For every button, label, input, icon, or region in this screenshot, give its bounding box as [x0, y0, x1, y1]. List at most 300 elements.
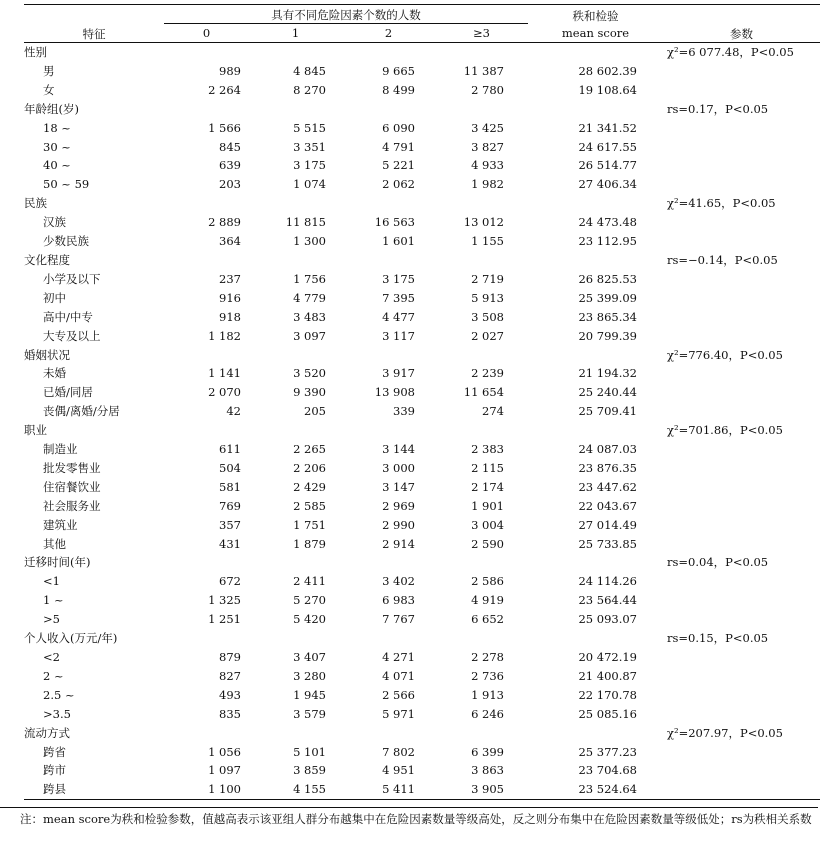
empty-cell [342, 553, 435, 572]
table-row [24, 156, 820, 175]
empty-cell [342, 346, 435, 365]
table-row [24, 62, 820, 81]
mean-score-cell: 24 617.55 [578, 139, 637, 154]
count-cell-1: 9 390 [293, 385, 326, 400]
table-row [24, 308, 820, 327]
row-label: 1 ~ [43, 593, 64, 608]
count-cell-3: 2 027 [471, 328, 504, 343]
empty-cell [663, 175, 820, 194]
mean-score-cell: 24 087.03 [578, 442, 637, 457]
empty-cell [663, 383, 820, 402]
count-cell-0: 879 [219, 650, 241, 664]
table-row [24, 686, 820, 705]
mean-score-cell: 26 825.53 [578, 271, 637, 286]
count-cell-0: 493 [219, 687, 241, 702]
section-title: 性别 [24, 45, 47, 59]
section-title: 婚姻状况 [24, 347, 70, 362]
count-cell-1: 1 300 [293, 234, 326, 249]
count-cell-0: 237 [219, 271, 241, 286]
count-cell-1: 4 155 [249, 780, 342, 799]
table-row [24, 591, 820, 610]
row-label: 大专及以上 [43, 328, 101, 343]
mean-score-cell: 26 514.77 [578, 158, 637, 173]
table-row [24, 516, 820, 535]
count-cell-2: 2 914 [382, 536, 415, 551]
count-cell-3: 6 246 [471, 706, 504, 721]
count-cell-2: 4 791 [382, 139, 415, 154]
count-cell-0: 1 056 [208, 744, 241, 759]
data-table [24, 4, 820, 800]
row-label: >3.5 [43, 706, 71, 721]
mean-score-cell: 25 399.09 [578, 290, 637, 305]
empty-cell [663, 327, 820, 346]
empty-cell [663, 516, 820, 535]
section-param: χ²=41.65，P<0.05 [667, 196, 776, 211]
count-cell-0: 918 [219, 309, 241, 324]
count-cell-2: 2 969 [382, 498, 415, 513]
empty-cell [528, 553, 663, 572]
section-title: 流动方式 [24, 725, 70, 740]
mean-score-cell: 20 799.39 [578, 328, 637, 343]
empty-cell [663, 743, 820, 762]
count-cell-1: 5 101 [293, 744, 326, 759]
mean-score-cell: 25 093.07 [578, 612, 637, 627]
count-cell-0: 364 [219, 234, 241, 249]
row-label: 30 ~ [43, 139, 71, 154]
empty-cell [663, 364, 820, 383]
empty-cell [663, 497, 820, 516]
empty-cell [342, 251, 435, 270]
mean-score-cell: 21 400.87 [578, 668, 637, 683]
count-cell-1: 3 579 [293, 706, 326, 721]
mean-score-cell: 23 524.64 [528, 780, 663, 799]
count-cell-1: 2 265 [293, 442, 326, 457]
header-rank-test: 秩和检验 [528, 5, 663, 24]
count-cell-3: 2 736 [471, 668, 504, 683]
count-cell-0: 1 097 [208, 763, 241, 778]
count-cell-2: 8 499 [382, 82, 415, 97]
empty-cell [249, 346, 342, 365]
empty-cell [435, 43, 528, 62]
empty-cell [435, 100, 528, 119]
count-cell-3: 2 174 [471, 479, 504, 494]
count-cell-0: 835 [219, 706, 241, 721]
count-cell-3: 2 383 [471, 442, 504, 457]
row-label: 高中/中专 [43, 309, 93, 324]
table-row [24, 232, 820, 251]
mean-score-cell: 25 085.16 [578, 706, 637, 721]
table-row [24, 364, 820, 383]
empty-cell [435, 724, 528, 743]
count-cell-3: 2 115 [471, 460, 504, 475]
empty-cell [435, 553, 528, 572]
count-cell-0: 1 100 [164, 780, 249, 799]
table-row [24, 383, 820, 402]
empty-cell [528, 346, 663, 365]
empty-cell [342, 43, 435, 62]
empty-cell [663, 402, 820, 421]
section-title: 个人收入(万元/年) [24, 631, 118, 646]
row-label: 男 [43, 63, 55, 78]
empty-cell [164, 346, 249, 365]
table-note [0, 807, 818, 828]
count-cell-3: 2 780 [471, 82, 504, 97]
section-param: rs=0.17，P<0.05 [667, 101, 769, 116]
count-cell-3: 2 590 [471, 536, 504, 551]
count-cell-3: 3 827 [471, 139, 504, 154]
section-title: 职业 [24, 423, 47, 438]
section-title: 民族 [24, 196, 47, 211]
count-cell-3: 2 586 [471, 574, 504, 589]
header-group-title-text: 具有不同危险因素个数的人数 [271, 8, 421, 22]
count-cell-0: 639 [219, 158, 241, 173]
empty-cell [663, 459, 820, 478]
empty-cell [528, 43, 663, 62]
empty-cell [528, 251, 663, 270]
table-row [24, 402, 820, 421]
count-cell-3: 2 278 [471, 650, 504, 664]
empty-cell [528, 629, 663, 648]
mean-score-cell: 21 194.32 [578, 366, 637, 381]
count-cell-1: 4 845 [293, 63, 326, 78]
section-param: rs=−0.14，P<0.05 [667, 252, 778, 267]
table-row [24, 175, 820, 194]
count-cell-0: 1 182 [208, 328, 241, 343]
count-cell-2: 13 908 [374, 385, 415, 400]
empty-cell [528, 724, 663, 743]
count-cell-3: 274 [482, 404, 504, 419]
empty-cell [663, 270, 820, 289]
empty-cell [342, 194, 435, 213]
empty-cell [249, 194, 342, 213]
count-cell-0: 916 [219, 290, 241, 305]
empty-cell [249, 629, 342, 648]
empty-cell [528, 100, 663, 119]
section-row [24, 346, 820, 365]
empty-cell [663, 535, 820, 554]
count-cell-2: 7 802 [382, 744, 415, 759]
count-cell-2: 6 983 [382, 593, 415, 608]
empty-cell [164, 421, 249, 440]
count-cell-3: 1 901 [471, 498, 504, 513]
mean-score-cell: 25 240.44 [578, 385, 637, 400]
row-label: >5 [43, 612, 60, 627]
row-label: 跨市 [43, 763, 66, 778]
section-title: 迁移时间(年) [24, 555, 91, 570]
count-cell-0: 1 251 [208, 612, 241, 627]
section-title: 年龄组(岁) [24, 101, 79, 116]
empty-cell [435, 194, 528, 213]
count-cell-0: 581 [219, 479, 241, 494]
table-row [24, 459, 820, 478]
empty-cell [663, 119, 820, 138]
count-cell-1: 4 779 [293, 290, 326, 305]
count-cell-2: 339 [393, 404, 415, 419]
mean-score-cell: 25 709.41 [578, 404, 637, 419]
row-label: 50 ~ 59 [43, 177, 90, 192]
count-cell-3: 1 155 [471, 234, 504, 249]
mean-score-cell: 20 472.19 [578, 650, 637, 664]
count-cell-2: 3 917 [382, 366, 415, 381]
count-cell-2: 2 566 [382, 687, 415, 702]
mean-score-cell: 27 406.34 [578, 177, 637, 192]
empty-cell [663, 572, 820, 591]
count-cell-3: 4 919 [471, 593, 504, 608]
row-label: 女 [43, 82, 55, 97]
table-row [24, 648, 820, 667]
empty-cell [663, 213, 820, 232]
table-body [24, 43, 820, 800]
count-cell-1: 3 175 [293, 158, 326, 173]
count-cell-2: 2 990 [382, 517, 415, 532]
table-row [24, 289, 820, 308]
count-cell-2: 3 144 [382, 442, 415, 457]
empty-cell [164, 629, 249, 648]
mean-score-cell: 24 473.48 [578, 215, 637, 230]
count-cell-2: 5 411 [342, 780, 435, 799]
empty-cell [663, 648, 820, 667]
count-cell-1: 3 351 [293, 139, 326, 154]
count-cell-3: 3 508 [471, 309, 504, 324]
row-label: 制造业 [43, 442, 78, 457]
count-cell-2: 4 951 [382, 763, 415, 778]
count-cell-1: 205 [304, 404, 326, 419]
count-cell-0: 42 [226, 404, 241, 419]
count-cell-3: 1 982 [471, 177, 504, 192]
mean-score-cell: 23 704.68 [578, 763, 637, 778]
table-row [24, 327, 820, 346]
table-row [24, 81, 820, 100]
section-param: χ²=776.40，P<0.05 [667, 347, 783, 362]
section-row [24, 251, 820, 270]
row-label: 社会服务业 [43, 498, 101, 513]
mean-score-cell: 22 170.78 [578, 687, 637, 702]
count-cell-1: 3 483 [293, 309, 326, 324]
count-cell-2: 5 221 [382, 158, 415, 173]
count-cell-1: 3 407 [293, 650, 326, 664]
header-count-3: ≥3 [435, 24, 528, 43]
count-cell-0: 2 889 [208, 215, 241, 230]
table-row [24, 497, 820, 516]
count-cell-0: 504 [219, 460, 241, 475]
count-cell-0: 1 141 [208, 366, 241, 381]
empty-cell [663, 591, 820, 610]
row-label: 18 ~ [43, 120, 71, 135]
mean-score-cell: 22 043.67 [578, 498, 637, 513]
empty-cell [342, 421, 435, 440]
header-count-2: 2 [342, 24, 435, 43]
empty-cell [342, 629, 435, 648]
count-cell-0: 203 [219, 177, 241, 192]
empty-cell [342, 724, 435, 743]
count-cell-2: 1 601 [382, 234, 415, 249]
empty-cell [663, 138, 820, 157]
count-cell-3: 2 239 [471, 366, 504, 381]
count-cell-1: 5 420 [293, 612, 326, 627]
count-cell-2: 4 477 [382, 309, 415, 324]
count-cell-1: 2 429 [293, 479, 326, 494]
empty-cell [663, 761, 820, 780]
count-cell-1: 3 280 [293, 668, 326, 683]
empty-cell [164, 251, 249, 270]
count-cell-0: 431 [219, 536, 241, 551]
table-row [24, 440, 820, 459]
count-cell-2: 5 971 [382, 706, 415, 721]
row-label: 丧偶/离婚/分居 [43, 404, 120, 419]
count-cell-2: 9 665 [382, 63, 415, 78]
empty-cell [663, 686, 820, 705]
count-cell-1: 1 751 [293, 517, 326, 532]
section-row [24, 100, 820, 119]
table-row [24, 535, 820, 554]
count-cell-3: 11 654 [463, 385, 504, 400]
table-row [24, 270, 820, 289]
count-cell-2: 4 071 [382, 668, 415, 683]
section-param: χ²=6 077.48，P<0.05 [667, 45, 794, 59]
mean-score-cell: 24 114.26 [578, 574, 637, 589]
mean-score-cell: 28 602.39 [578, 63, 637, 78]
table-row [24, 119, 820, 138]
count-cell-2: 6 090 [382, 120, 415, 135]
count-cell-0: 357 [219, 517, 241, 532]
count-cell-1: 1 074 [293, 177, 326, 192]
count-cell-2: 3 117 [382, 328, 415, 343]
empty-cell [663, 705, 820, 724]
count-cell-3: 2 719 [471, 271, 504, 286]
count-cell-1: 1 756 [293, 271, 326, 286]
count-cell-2: 3 147 [382, 479, 415, 494]
count-cell-2: 3 000 [382, 460, 415, 475]
header-param: 参数 [663, 5, 820, 43]
row-label: <2 [43, 650, 60, 664]
empty-cell [528, 421, 663, 440]
empty-cell [164, 724, 249, 743]
mean-score-cell: 23 865.34 [578, 309, 637, 324]
empty-cell [663, 610, 820, 629]
count-cell-1: 3 859 [293, 763, 326, 778]
empty-cell [435, 421, 528, 440]
row-label: 其他 [43, 536, 66, 551]
section-row [24, 421, 820, 440]
mean-score-cell: 25 377.23 [578, 744, 637, 759]
empty-cell [663, 780, 820, 799]
count-cell-2: 7 767 [382, 612, 415, 627]
row-label: 已婚/同居 [43, 385, 93, 400]
count-cell-1: 1 945 [293, 687, 326, 702]
header-count-1: 1 [249, 24, 342, 43]
section-row [24, 194, 820, 213]
mean-score-cell: 23 876.35 [578, 460, 637, 475]
row-label: 批发零售业 [43, 460, 101, 475]
row-label: 未婚 [43, 366, 66, 381]
empty-cell [663, 440, 820, 459]
mean-score-cell: 21 341.52 [578, 120, 637, 135]
count-cell-2: 3 175 [382, 271, 415, 286]
count-cell-0: 1 566 [208, 120, 241, 135]
count-cell-0: 1 325 [208, 593, 241, 608]
count-cell-3: 6 652 [471, 612, 504, 627]
mean-score-cell: 23 112.95 [578, 234, 637, 249]
count-cell-1: 5 515 [293, 120, 326, 135]
section-row [24, 43, 820, 62]
count-cell-0: 827 [219, 668, 241, 683]
table-note-text: 注：mean score为秩和检验参数，值越高表示该亚组人群分布越集中在危险因素数量等级高处，反之则分布集中在危险因素数量等级低处；rs为秩相关系数 [20, 812, 812, 826]
empty-cell [435, 629, 528, 648]
count-cell-0: 989 [219, 63, 241, 78]
row-label: 2 ~ [43, 668, 64, 683]
header-mean-score: mean score [528, 24, 663, 43]
empty-cell [249, 43, 342, 62]
count-cell-3: 3 863 [471, 763, 504, 778]
section-title: 文化程度 [24, 252, 70, 267]
count-cell-2: 3 402 [382, 574, 415, 589]
empty-cell [663, 289, 820, 308]
section-row [24, 724, 820, 743]
table-row [24, 743, 820, 762]
table-row [24, 761, 820, 780]
count-cell-3: 3 905 [435, 780, 528, 799]
header-group-title [164, 5, 528, 24]
row-label: 住宿餐饮业 [43, 479, 101, 494]
section-row [24, 629, 820, 648]
count-cell-1: 5 270 [293, 593, 326, 608]
empty-cell [663, 232, 820, 251]
row-label: 建筑业 [43, 517, 78, 532]
row-label: 少数民族 [43, 234, 89, 249]
empty-cell [249, 724, 342, 743]
count-cell-1: 2 206 [293, 460, 326, 475]
empty-cell [663, 156, 820, 175]
count-cell-0: 672 [219, 574, 241, 589]
count-cell-1: 3 097 [293, 328, 326, 343]
row-label: 跨省 [43, 744, 66, 759]
count-cell-1: 2 411 [293, 574, 326, 589]
table-row [24, 213, 820, 232]
count-cell-3: 6 399 [471, 744, 504, 759]
mean-score-cell: 23 447.62 [578, 479, 637, 494]
row-label: <1 [43, 574, 60, 589]
empty-cell [435, 346, 528, 365]
empty-cell [249, 100, 342, 119]
count-cell-0: 611 [219, 442, 241, 457]
count-cell-1: 1 879 [293, 536, 326, 551]
count-cell-0: 845 [219, 139, 241, 154]
section-param: χ²=701.86，P<0.05 [667, 423, 783, 438]
count-cell-0: 2 264 [208, 82, 241, 97]
mean-score-cell: 25 733.85 [578, 536, 637, 551]
row-label: 汉族 [43, 215, 66, 230]
row-label: 跨县 [24, 780, 164, 799]
empty-cell [249, 421, 342, 440]
row-label: 40 ~ [43, 158, 71, 173]
count-cell-0: 2 070 [208, 385, 241, 400]
count-cell-3: 3 425 [471, 120, 504, 135]
section-param: χ²=207.97，P<0.05 [667, 725, 783, 740]
table-row [24, 780, 820, 799]
table-row [24, 610, 820, 629]
empty-cell [342, 100, 435, 119]
section-param: rs=0.04，P<0.05 [667, 555, 769, 570]
empty-cell [164, 100, 249, 119]
count-cell-1: 11 815 [285, 215, 326, 230]
empty-cell [663, 81, 820, 100]
row-label: 2.5 ~ [43, 687, 75, 702]
header-count-0: 0 [164, 24, 249, 43]
count-cell-3: 1 913 [471, 687, 504, 702]
empty-cell [663, 62, 820, 81]
empty-cell [249, 553, 342, 572]
row-label: 初中 [43, 290, 66, 305]
